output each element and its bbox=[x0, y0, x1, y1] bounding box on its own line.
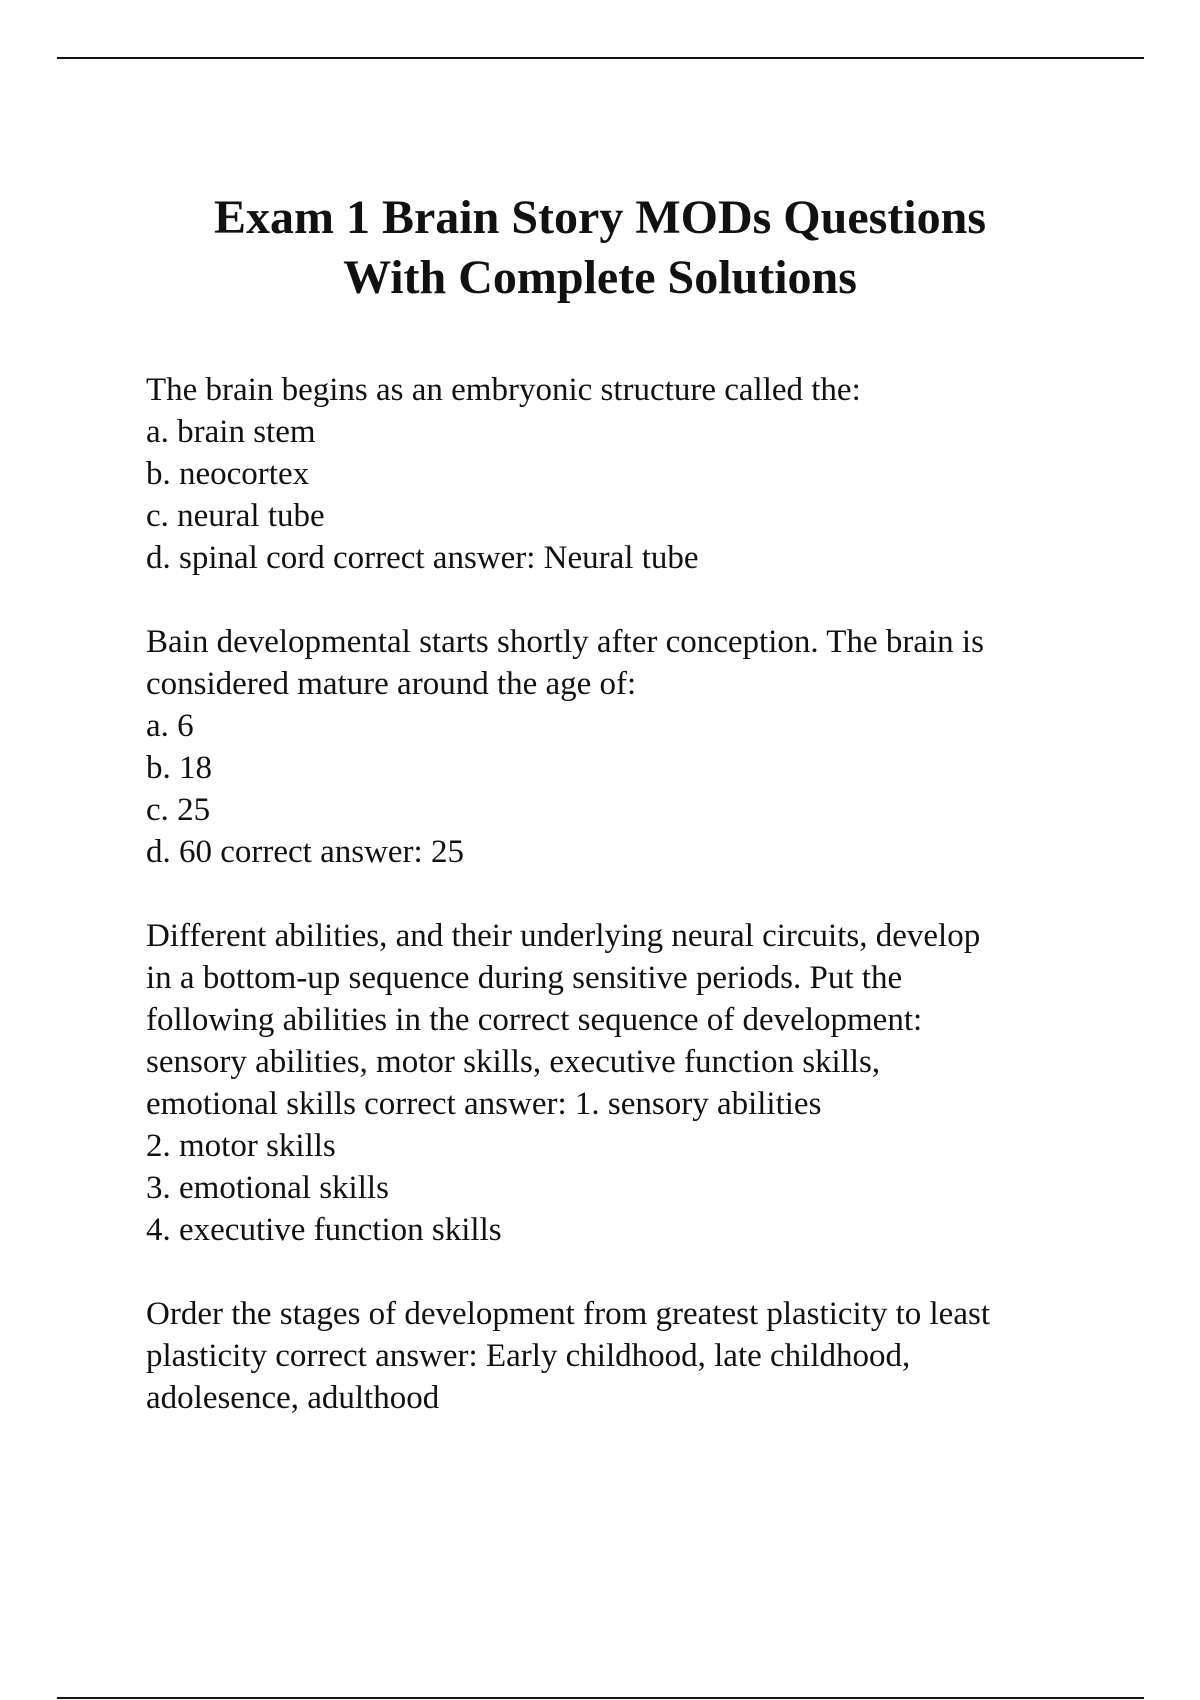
question-text: following abilities in the correct sequence of development: bbox=[146, 1002, 923, 1038]
answer-option: a. 6 bbox=[146, 708, 194, 744]
answer-option: d. spinal cord correct answer: Neural tube bbox=[146, 540, 699, 576]
question-block bbox=[146, 621, 1106, 873]
title-line: Exam 1 Brain Story MODs Questions bbox=[213, 191, 987, 244]
answer-option: b. neocortex bbox=[146, 456, 310, 492]
answer-option: c. 25 bbox=[146, 792, 211, 828]
document-title bbox=[100, 188, 1100, 308]
answer-line: 4. executive function skills bbox=[146, 1212, 502, 1248]
question-text: The brain begins as an embryonic structure called the: bbox=[146, 372, 861, 408]
question-text: plasticity correct answer: Early childhood, late childhood, bbox=[146, 1338, 911, 1374]
answer-option: a. brain stem bbox=[146, 414, 316, 450]
answer-option: b. 18 bbox=[146, 750, 212, 786]
answer-line: 3. emotional skills bbox=[146, 1170, 389, 1206]
question-text: Different abilities, and their underlying neural circuits, develop bbox=[146, 918, 981, 954]
answer-option: c. neural tube bbox=[146, 498, 325, 534]
top-horizontal-rule bbox=[57, 57, 1144, 59]
question-text: Bain developmental starts shortly after conception. The brain is bbox=[146, 624, 984, 660]
question-block bbox=[146, 369, 1106, 579]
title-line: With Complete Solutions bbox=[343, 251, 857, 304]
bottom-horizontal-rule bbox=[57, 1697, 1144, 1699]
question-text: in a bottom-up sequence during sensitive periods. Put the bbox=[146, 960, 903, 996]
question-text: sensory abilities, motor skills, executive function skills, bbox=[146, 1044, 881, 1080]
questions-content bbox=[146, 369, 1106, 1461]
question-block bbox=[146, 915, 1106, 1251]
answer-option: d. 60 correct answer: 25 bbox=[146, 834, 464, 870]
answer-line: 2. motor skills bbox=[146, 1128, 336, 1164]
answer-line: adolesence, adulthood bbox=[146, 1380, 440, 1416]
question-text: Order the stages of development from greatest plasticity to least bbox=[146, 1296, 990, 1332]
question-block bbox=[146, 1293, 1106, 1419]
question-text: considered mature around the age of: bbox=[146, 666, 637, 702]
question-text: emotional skills correct answer: 1. sensory abilities bbox=[146, 1086, 822, 1122]
